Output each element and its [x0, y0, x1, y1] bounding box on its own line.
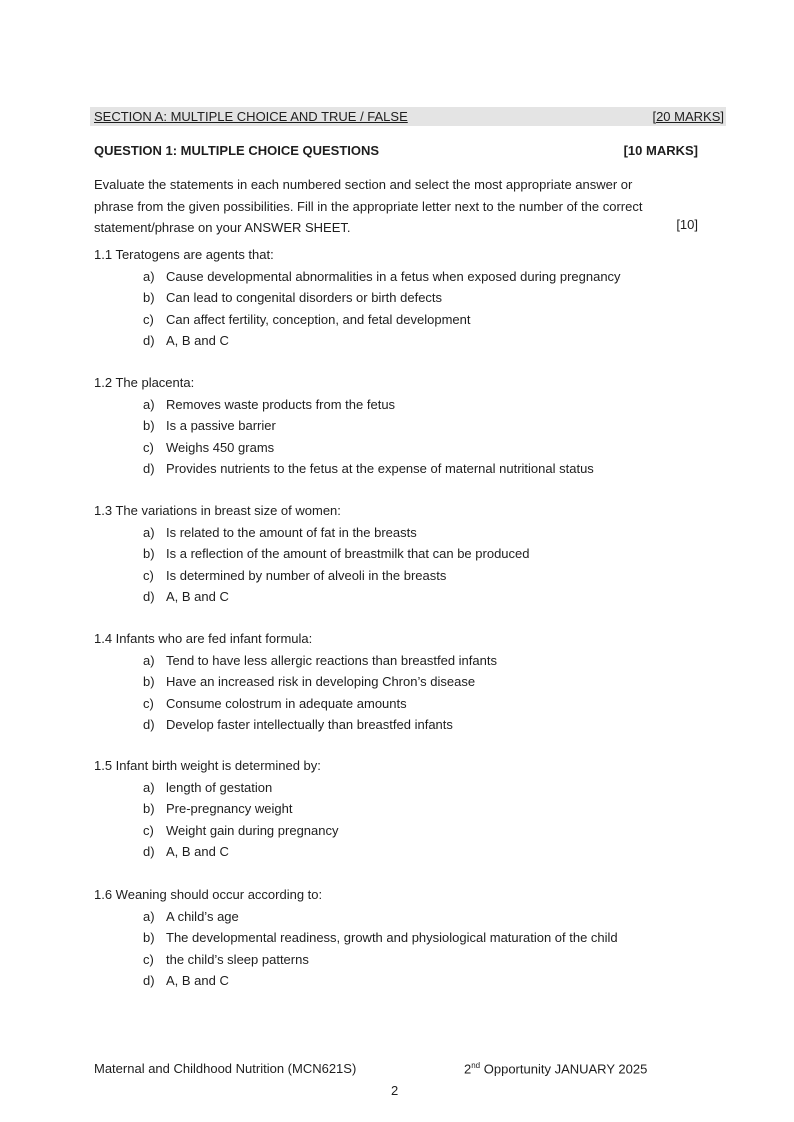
question-title: QUESTION 1: MULTIPLE CHOICE QUESTIONS [94, 143, 380, 158]
option-text: Removes waste products from the fetus [166, 396, 396, 412]
question-block [94, 372, 734, 480]
option-letter: b) [143, 674, 155, 689]
question-block [94, 884, 734, 992]
question-stem: 1.5 Infant birth weight is determined by: [94, 758, 321, 773]
answer-option [94, 714, 734, 736]
answer-option [94, 565, 734, 587]
answer-option [94, 415, 734, 437]
option-letter: c) [143, 695, 154, 711]
option-text: Develop faster intellectually than breastfed infants [166, 717, 453, 732]
answer-option [94, 543, 734, 565]
option-letter: d) [143, 461, 155, 476]
answer-option [94, 437, 734, 459]
option-letter: b) [143, 290, 155, 305]
question-stem: 1.6 Weaning should occur according to: [94, 887, 323, 902]
answer-option [94, 906, 734, 928]
answer-option [94, 522, 734, 544]
option-text: The developmental readiness, growth and physiological maturation of the child [166, 930, 618, 945]
option-letter: a) [143, 908, 155, 924]
option-letter: d) [143, 844, 155, 859]
option-text: Is a reflection of the amount of breastmilk that can be produced [166, 546, 530, 561]
option-text: Weight gain during pregnancy [166, 822, 339, 838]
question-marks: [10 MARKS] [623, 143, 698, 158]
option-letter: a) [143, 396, 155, 412]
option-letter: a) [143, 652, 155, 668]
opportunity-number: 2 [464, 1061, 472, 1077]
option-text: Is determined by number of alveoli in the breasts [166, 567, 447, 583]
question-stem: 1.4 Infants who are fed infant formula: [94, 631, 313, 646]
option-text: Can lead to congenital disorders or birth defects [166, 290, 443, 305]
option-text: Cause developmental abnormalities in a fetus when exposed during pregnancy [166, 268, 621, 284]
answer-option [94, 777, 734, 799]
question-block [94, 500, 734, 608]
option-letter: b) [143, 546, 155, 561]
option-text: A, B and C [166, 844, 229, 859]
option-text: Can affect fertility, conception, and fetal development [166, 311, 471, 327]
option-letter: c) [143, 567, 154, 583]
answer-option [94, 266, 734, 288]
answer-option [94, 586, 734, 608]
option-text: Pre-pregnancy weight [166, 801, 293, 816]
option-letter: c) [143, 439, 154, 455]
option-letter: d) [143, 717, 155, 732]
answer-option [94, 458, 734, 480]
option-text: A, B and C [166, 973, 229, 988]
answer-option [94, 693, 734, 715]
option-letter: c) [143, 951, 154, 967]
answer-option [94, 671, 734, 693]
option-text: length of gestation [166, 779, 273, 795]
opportunity-text: Opportunity JANUARY 2025 [480, 1061, 648, 1077]
answer-option [94, 330, 734, 352]
answer-option [94, 927, 734, 949]
option-text: Consume colostrum in adequate amounts [166, 695, 407, 711]
footer-opportunity [464, 1061, 647, 1076]
question-block [94, 628, 734, 736]
question-stem: 1.1 Teratogens are agents that: [94, 247, 274, 262]
option-text: Tend to have less allergic reactions than breastfed infants [166, 652, 497, 668]
option-letter: c) [143, 822, 154, 838]
answer-option [94, 650, 734, 672]
option-letter: d) [143, 589, 155, 604]
footer-course: Maternal and Childhood Nutrition (MCN621S) [94, 1061, 357, 1076]
instructions-marks: [10] [676, 217, 698, 232]
option-letter: d) [143, 973, 155, 988]
instructions: Evaluate the statements in each numbered section and select the most appropriate answer or phrase from the given possibilities. Fill in the appropriate letter next to the number of the correct statement/phrase on your ANSWER SHEET. [94, 177, 643, 235]
option-letter: b) [143, 418, 155, 433]
section-marks: [20 MARKS] [652, 109, 724, 124]
answer-option [94, 287, 734, 309]
section-title: SECTION A: MULTIPLE CHOICE AND TRUE / FALSE [94, 109, 408, 124]
option-text: A, B and C [166, 589, 229, 604]
option-text: Have an increased risk in developing Chron’s disease [166, 674, 476, 689]
answer-option [94, 841, 734, 863]
answer-option [94, 949, 734, 971]
option-text: Provides nutrients to the fetus at the expense of maternal nutritional status [166, 461, 594, 476]
question-block [94, 755, 734, 863]
option-text: A, B and C [166, 333, 229, 348]
option-letter: a) [143, 268, 155, 284]
question-stem: 1.2 The placenta: [94, 375, 195, 390]
option-text: Weighs 450 grams [166, 439, 275, 455]
answer-option [94, 970, 734, 992]
answer-option [94, 394, 734, 416]
option-letter: b) [143, 930, 155, 945]
question-block [94, 244, 734, 352]
option-text: the child’s sleep patterns [166, 951, 309, 967]
option-text: A child’s age [166, 908, 239, 924]
option-letter: a) [143, 779, 155, 795]
answer-option [94, 820, 734, 842]
option-letter: c) [143, 311, 154, 327]
page-number: 2 [391, 1083, 399, 1098]
option-text: Is related to the amount of fat in the breasts [166, 524, 417, 540]
opportunity-suffix: nd [471, 1061, 481, 1070]
option-letter: d) [143, 333, 155, 348]
option-letter: a) [143, 524, 155, 540]
question-stem: 1.3 The variations in breast size of women: [94, 503, 341, 518]
option-letter: b) [143, 801, 155, 816]
answer-option [94, 798, 734, 820]
option-text: Is a passive barrier [166, 418, 276, 433]
answer-option [94, 309, 734, 331]
